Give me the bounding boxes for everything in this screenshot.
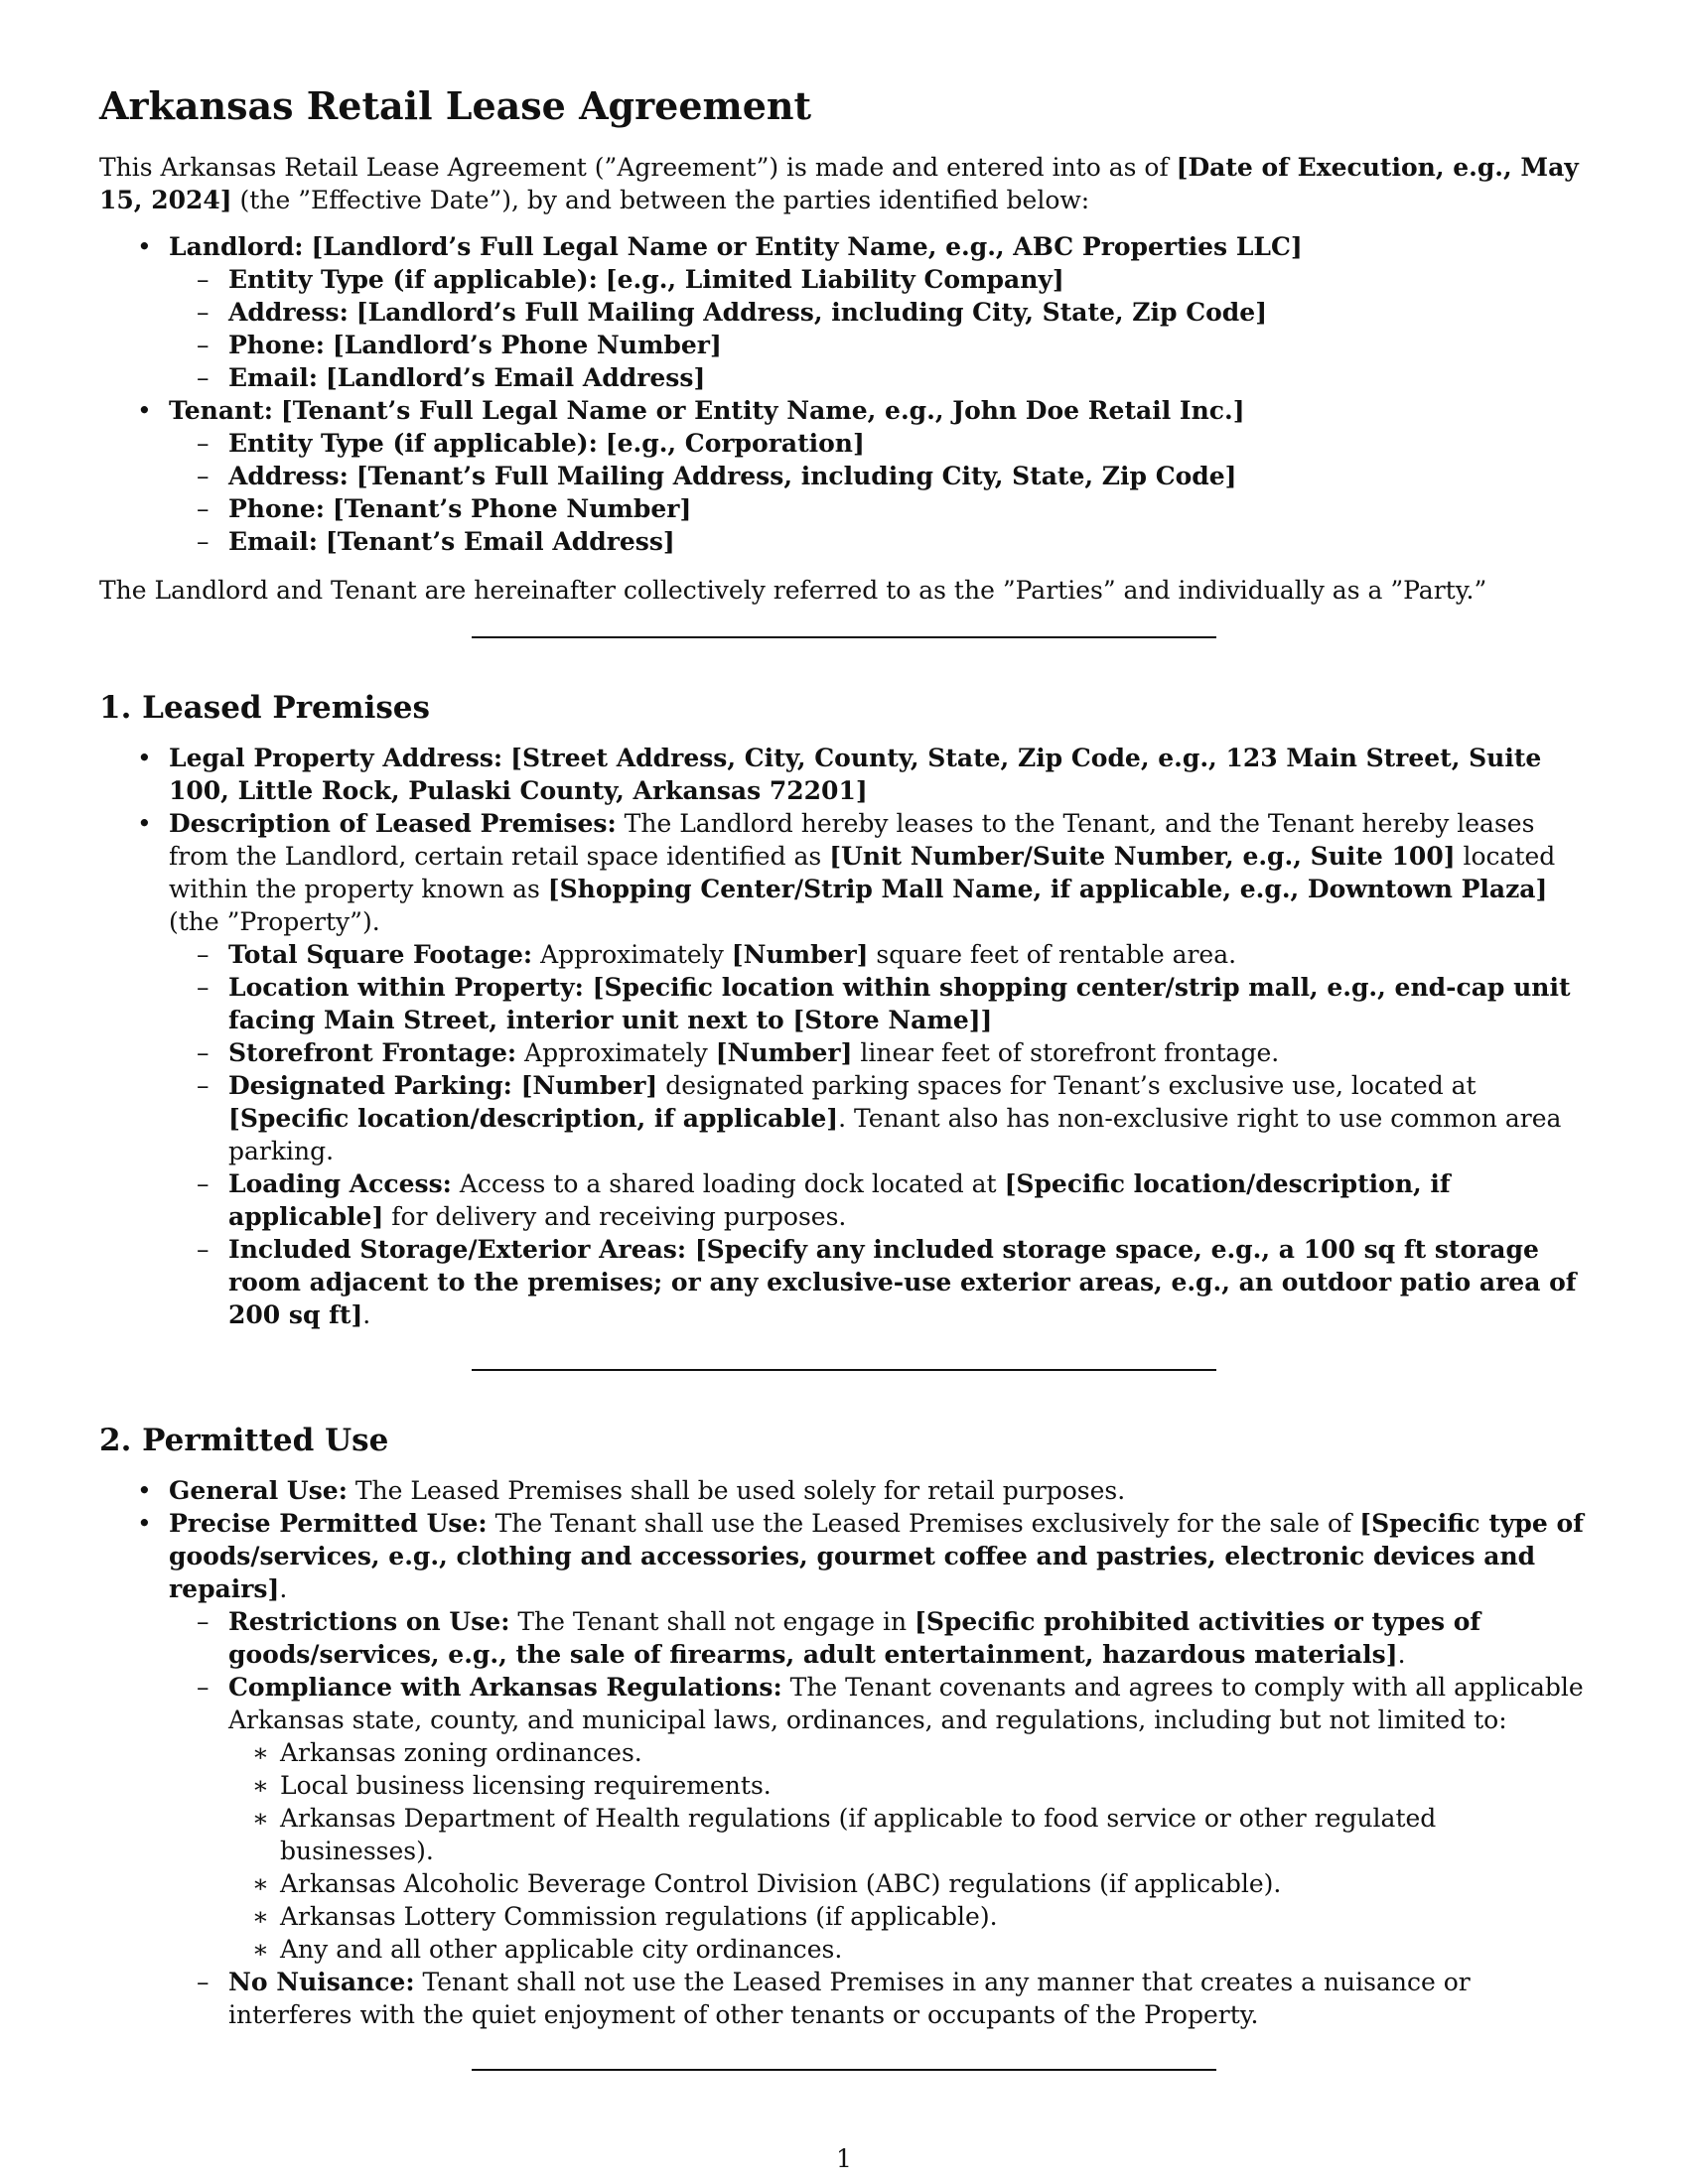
address-label: Address:: [228, 298, 349, 327]
document-page: [99, 83, 1589, 2071]
no-nuisance: [169, 1966, 1589, 2031]
section-2-heading: 2. Permitted Use: [99, 1423, 389, 1458]
tenant-details: [169, 427, 1589, 558]
description-label: Description of Leased Premises:: [169, 809, 617, 838]
legal-address-label: Legal Property Address:: [169, 744, 503, 772]
location-label: Location within Property:: [228, 973, 584, 1002]
phone-label: Phone:: [228, 331, 325, 359]
entity-type-label: Entity Type (if applicable):: [228, 429, 598, 458]
sqft-placeholder: [Number]: [731, 940, 869, 969]
landlord-address: [169, 296, 1589, 329]
parties-closing-paragraph: The Landlord and Tenant are hereinafter collectively referred to as the ”Parties” and individually as a ”Party.”: [99, 576, 1487, 605]
property-name-placeholder: [Shopping Center/Strip Mall Name, if applicable, e.g., Downtown Plaza]: [547, 875, 1548, 903]
description-of-premises: [99, 807, 1589, 1331]
nuisance-label: No Nuisance:: [228, 1968, 415, 1996]
intro-text: (the ”Effective Date”), by and between the parties identified below:: [231, 186, 1090, 214]
restrictions-on-use: [169, 1605, 1589, 1671]
description-text: (the ”Property”).: [169, 907, 380, 936]
intro-text: This Arkansas Retail Lease Agreement (”Agreement”) is made and entered into as of: [99, 153, 1177, 182]
entity-type-placeholder: [e.g., Corporation]: [605, 429, 865, 458]
nuisance-text: Tenant shall not use the Leased Premises in any manner that creates a nuisance or interferes with the quiet enjoyment of other tenants or occupants of the Property.: [228, 1968, 1471, 2029]
premises-details: [169, 938, 1589, 1331]
tenant-address: [169, 460, 1589, 492]
address-placeholder: [Landlord’s Full Mailing Address, including City, State, Zip Code]: [355, 298, 1268, 327]
storefront-frontage: [169, 1036, 1589, 1069]
phone-placeholder: [Tenant’s Phone Number]: [332, 494, 692, 523]
frontage-text: Approximately: [516, 1038, 716, 1067]
address-label: Address:: [228, 462, 349, 490]
list-item: ∗ Local business licensing requirements.: [228, 1769, 1589, 1802]
section-2-list: [99, 1474, 1589, 2031]
general-use: [99, 1474, 1589, 1507]
storage-exterior-areas: [169, 1233, 1589, 1331]
permitted-use-details: [169, 1605, 1589, 2031]
tenant-entity-type: [169, 427, 1589, 460]
document-title: Arkansas Retail Lease Agreement: [99, 83, 812, 128]
section-divider: [472, 1369, 1216, 1371]
section-1-heading: 1. Leased Premises: [99, 690, 430, 726]
loading-text: for delivery and receiving purposes.: [383, 1202, 847, 1231]
legal-address-placeholder: [Street Address, City, County, State, Zip Code, e.g., 123 Main Street, Suite 100, Little Rock, Pulaski County, Arkansas 72201]: [169, 744, 1542, 805]
precise-use-text: .: [279, 1574, 288, 1603]
landlord-label: Landlord:: [169, 232, 304, 261]
landlord-item: [99, 230, 1589, 394]
section-1-list: [99, 742, 1589, 1331]
restrictions-text: The Tenant shall not engage in: [509, 1607, 915, 1636]
tenant-name-placeholder: [Tenant’s Full Legal Name or Entity Name, e.g., John Doe Retail Inc.]: [280, 396, 1245, 425]
parking-text: . Tenant also has non-exclusive right to use common area parking.: [228, 1104, 1562, 1165]
phone-placeholder: [Landlord’s Phone Number]: [332, 331, 722, 359]
loading-label: Loading Access:: [228, 1169, 452, 1198]
sqft-label: Total Square Footage:: [228, 940, 533, 969]
section-divider: [472, 2069, 1216, 2071]
parking-text: designated parking spaces for Tenant’s exclusive use, located at: [657, 1071, 1477, 1100]
compliance-label: Compliance with Arkansas Regulations:: [228, 1673, 782, 1702]
email-placeholder: [Landlord’s Email Address]: [325, 363, 706, 392]
description-text: located within the property known as: [169, 842, 1556, 903]
precise-permitted-use: [99, 1507, 1589, 2031]
loading-text: Access to a shared loading dock located at: [451, 1169, 1005, 1198]
frontage-label: Storefront Frontage:: [228, 1038, 517, 1067]
restrictions-label: Restrictions on Use:: [228, 1607, 510, 1636]
landlord-details: [169, 263, 1589, 394]
tenant-label: Tenant:: [169, 396, 273, 425]
frontage-text: linear feet of storefront frontage.: [852, 1038, 1280, 1067]
precise-use-text: The Tenant shall use the Leased Premises exclusively for the sale of: [487, 1509, 1360, 1538]
storage-label: Included Storage/Exterior Areas:: [228, 1235, 687, 1264]
general-use-label: General Use:: [169, 1476, 348, 1505]
parking-label: Designated Parking:: [228, 1071, 512, 1100]
storage-text: .: [362, 1300, 371, 1329]
parking-location-placeholder: [Specific location/description, if applicable]: [228, 1104, 839, 1133]
list-item: ∗ Arkansas Department of Health regulations (if applicable to food service or other regulated businesses).: [228, 1802, 1589, 1867]
sqft-text: Approximately: [532, 940, 732, 969]
sqft-text: square feet of rentable area.: [868, 940, 1237, 969]
compliance-with-regulations: [169, 1671, 1589, 1966]
entity-type-placeholder: [e.g., Limited Liability Company]: [605, 265, 1064, 294]
prohibited-activities-placeholder: [Specific prohibited activities or types of goods/services, e.g., the sale of firearms, adult entertainment, hazardous materials]: [228, 1607, 1481, 1669]
general-use-text: The Leased Premises shall be used solely for retail purposes.: [347, 1476, 1126, 1505]
email-placeholder: [Tenant’s Email Address]: [325, 527, 675, 556]
designated-parking: [169, 1069, 1589, 1167]
parking-number-placeholder: [Number]: [511, 1071, 658, 1100]
loading-placeholder: [Specific location/description, if applicable]: [228, 1169, 1451, 1231]
landlord-name-placeholder: [Landlord’s Full Legal Name or Entity Name, e.g., ABC Properties LLC]: [311, 232, 1303, 261]
tenant-item: [99, 394, 1589, 558]
total-square-footage: [169, 938, 1589, 971]
phone-label: Phone:: [228, 494, 325, 523]
storage-placeholder: [Specify any included storage space, e.g., a 100 sq ft storage room adjacent to the premises; or any exclusive-use exterior areas, e.g., an outdoor patio area of 200 sq ft]: [228, 1235, 1577, 1329]
loading-access: [169, 1167, 1589, 1233]
tenant-email: [169, 525, 1589, 558]
compliance-text: The Tenant covenants and agrees to comply with all applicable Arkansas state, county, and municipal laws, ordinances, and regulations, including but not limited to:: [228, 1673, 1584, 1734]
email-label: Email:: [228, 363, 318, 392]
email-label: Email:: [228, 527, 318, 556]
landlord-phone: [169, 329, 1589, 361]
list-item: ∗ Arkansas zoning ordinances.: [228, 1736, 1589, 1769]
location-placeholder: [Specific location within shopping center/strip mall, e.g., end-cap unit facing Main Street, interior unit next to [Store Name]]: [228, 973, 1571, 1034]
location-within-property: [169, 971, 1589, 1036]
landlord-email: [169, 361, 1589, 394]
frontage-placeholder: [Number]: [715, 1038, 853, 1067]
intro-paragraph: [99, 151, 1589, 216]
section-divider: [472, 636, 1216, 638]
address-placeholder: [Tenant’s Full Mailing Address, including City, State, Zip Code]: [355, 462, 1237, 490]
landlord-entity-type: [169, 263, 1589, 296]
legal-property-address: [99, 742, 1589, 807]
unit-number-placeholder: [Unit Number/Suite Number, e.g., Suite 100]: [829, 842, 1456, 871]
list-item: ∗ Any and all other applicable city ordinances.: [228, 1933, 1589, 1966]
description-text: The Landlord hereby leases to the Tenant, and the Tenant hereby leases from the Landlord, certain retail space identified as: [169, 809, 1535, 871]
tenant-phone: [169, 492, 1589, 525]
restrictions-text: .: [1397, 1640, 1406, 1669]
parties-list: [99, 230, 1589, 558]
entity-type-label: Entity Type (if applicable):: [228, 265, 598, 294]
compliance-items-list: [228, 1736, 1589, 1966]
goods-services-placeholder: [Specific type of goods/services, e.g., clothing and accessories, gourmet coffee and pastries, electronic devices and repairs]: [169, 1509, 1584, 1603]
list-item: ∗ Arkansas Alcoholic Beverage Control Division (ABC) regulations (if applicable).: [228, 1867, 1589, 1900]
precise-use-label: Precise Permitted Use:: [169, 1509, 488, 1538]
list-item: ∗ Arkansas Lottery Commission regulations (if applicable).: [228, 1900, 1589, 1933]
page-number: 1: [836, 2144, 852, 2173]
date-of-execution-placeholder: [Date of Execution, e.g., May 15, 2024]: [99, 153, 1579, 214]
